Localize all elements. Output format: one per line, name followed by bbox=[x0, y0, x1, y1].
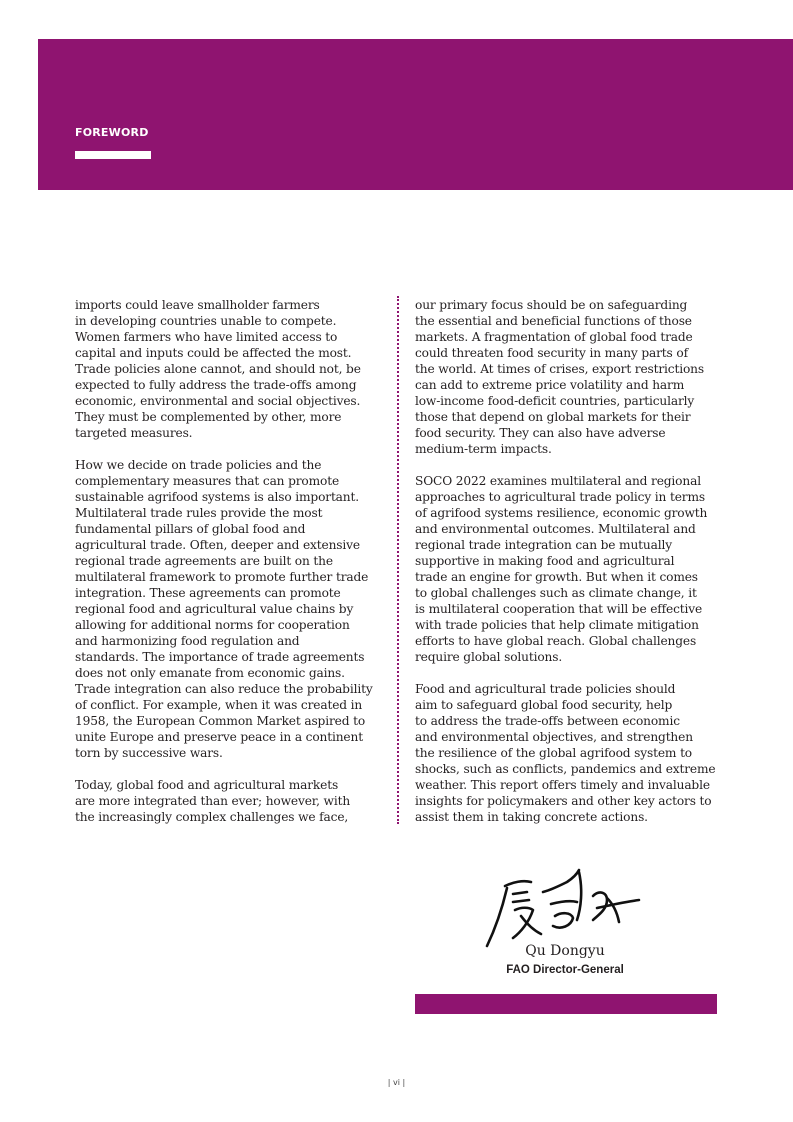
signatory-name: Qu Dongyu bbox=[525, 943, 605, 959]
paragraph: How we decide on trade policies and the complementary measures that can promote sustainable agrifood systems is also important. Multilateral trade rules provide the most fundamental pillars of global food and agricultural trade. Often, deeper and extensive regional trade agreements are built on the multilateral framework to promote further trade integration. These agreements can promote regional food and agricultural value chains by allowing for additional norms for cooperation and harmonizing food regulation and standards. The importance of trade agreements does not only emanate from economic gains. Trade integration can also reduce the probability of conflict. For example, when it was created in 1958, the European Common Market aspired to unite Europe and preserve peace in a continent torn by successive wars. bbox=[75, 458, 373, 760]
page-number: | vi | bbox=[387, 1078, 406, 1087]
paragraph: SOCO 2022 examines multilateral and regional approaches to agricultural trade policy in terms of agrifood systems resilience, economic growth and environmental outcomes. Multilateral and regional trade integration can be mutually supportive in making food and agricultural trade an engine for growth. But when it comes to global challenges such as climate change, it is multilateral cooperation that will be effective with trade policies that help climate mitigation efforts to have global reach. Global challenges require global solutions. bbox=[415, 474, 708, 664]
paragraph: imports could leave smallholder farmers in developing countries unable to compete. Women farmers who have limited access to capital and inputs could be affected the most. Trade policies alone cannot, and should not, be expected to fully address the trade-offs among economic, environmental and social objectives. They must be complemented by other, more targeted measures. bbox=[75, 298, 361, 440]
signatory-title: FAO Director-General bbox=[506, 964, 624, 976]
handwritten-signature bbox=[483, 860, 645, 952]
paragraph: Today, global food and agricultural markets are more integrated than ever; however, with the increasingly complex challenges we face, bbox=[75, 778, 351, 824]
paragraph: our primary focus should be on safeguarding the essential and beneficial functions of those markets. A fragmentation of global food trade could threaten food security in many parts of the world. At times of crises, export restrictions can add to extreme price volatility and harm low-income food-deficit countries, particularly those that depend on global markets for their food security. They can also have adverse medium-term impacts. bbox=[415, 298, 704, 456]
header-band bbox=[38, 39, 793, 190]
right-column bbox=[415, 297, 720, 841]
paragraph: Food and agricultural trade policies should aim to safeguard global food security, help to address the trade-offs between economic and environmental objectives, and strengthen the resilience of the global agrifood system to shocks, such as conflicts, pandemics and extreme weather. This report offers timely and invaluable insights for policymakers and other key actors to assist them in taking concrete actions. bbox=[415, 682, 716, 824]
column-divider bbox=[397, 296, 399, 824]
footer-accent-band bbox=[415, 994, 717, 1014]
section-label: FOREWORD bbox=[75, 126, 149, 139]
section-label-underline bbox=[75, 151, 151, 159]
left-column bbox=[75, 297, 375, 841]
